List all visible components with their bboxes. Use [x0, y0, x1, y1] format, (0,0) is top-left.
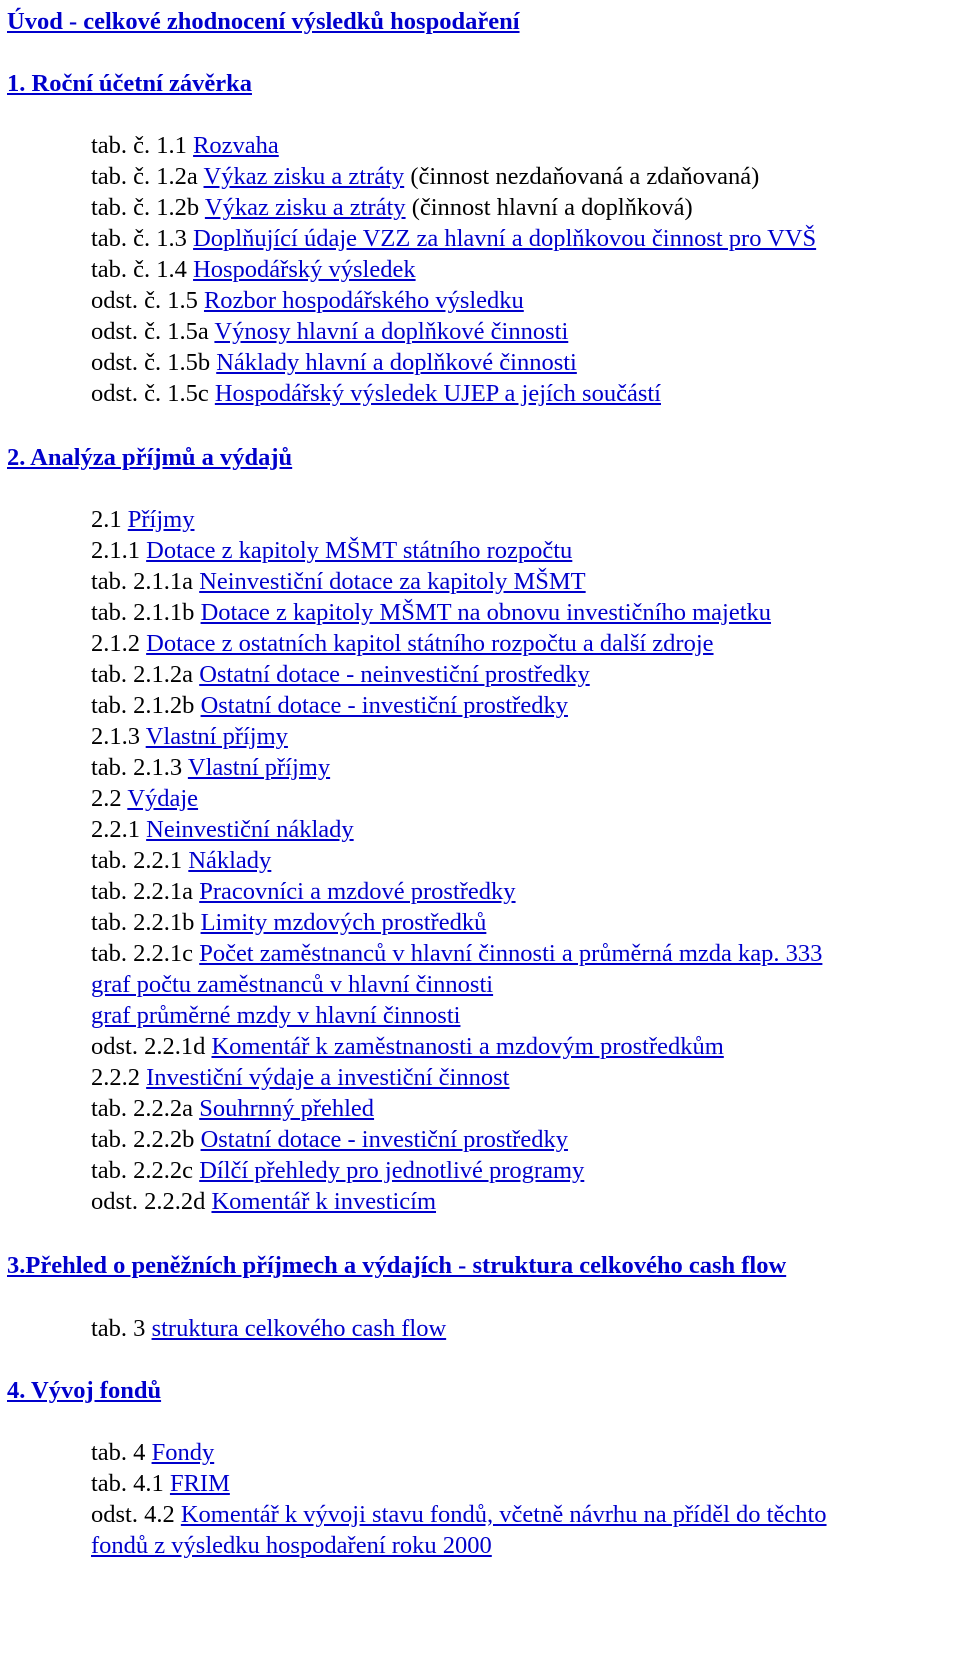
- section-1-link[interactable]: 1. Roční účetní závěrka: [7, 70, 252, 97]
- heading-section-1[interactable]: [7, 69, 252, 99]
- list-item: tab. 4 Fondy: [91, 1439, 215, 1466]
- item-link[interactable]: Komentář k investicím: [211, 1188, 437, 1215]
- list-item: odst. 2.2.2d Komentář k investicím: [91, 1188, 437, 1215]
- item-link[interactable]: Limity mzdových prostředků: [200, 909, 487, 936]
- section-4-link[interactable]: 4. Vývoj fondů: [7, 1377, 162, 1404]
- list-item: odst. 2.2.1d Komentář k zaměstnanosti a mzdovým prostředkům: [91, 1033, 724, 1060]
- list-item: tab. 2.1.1b Dotace z kapitoly MŠMT na obnovu investičního majetku: [91, 599, 772, 626]
- item-link[interactable]: Hospodářský výsledek: [193, 256, 416, 283]
- item-link[interactable]: Neinvestiční náklady: [146, 816, 354, 843]
- item-link[interactable]: Investiční výdaje a investiční činnost: [146, 1064, 510, 1091]
- list-item: odst. č. 1.5a Výnosy hlavní a doplňkové činnosti: [91, 318, 569, 345]
- list-item: tab. 2.2.2a Souhrnný přehled: [91, 1095, 375, 1122]
- list-item: tab. č. 1.4 Hospodářský výsledek: [91, 256, 416, 283]
- item-link[interactable]: Komentář k vývoji stavu fondů, včetně návrhu na příděl do těchto: [180, 1501, 827, 1528]
- list-item: odst. č. 1.5b Náklady hlavní a doplňkové činnosti: [91, 349, 577, 376]
- list-item: tab. 2.1.2b Ostatní dotace - investiční prostředky: [91, 692, 568, 719]
- intro-link[interactable]: Úvod - celkové zhodnocení výsledků hospodaření: [7, 8, 520, 35]
- item-link[interactable]: Počet zaměstnanců v hlavní činnosti a průměrná mzda kap. 333: [199, 940, 823, 967]
- item-link[interactable]: Dílčí přehledy pro jednotlivé programy: [199, 1157, 585, 1184]
- item-link[interactable]: Příjmy: [127, 506, 195, 533]
- item-link[interactable]: Náklady hlavní a doplňkové činnosti: [216, 349, 577, 376]
- item-link[interactable]: Ostatní dotace - neinvestiční prostředky: [199, 661, 590, 688]
- list-item: tab. 2.2.2c Dílčí přehledy pro jednotlivé programy: [91, 1157, 585, 1184]
- item-link[interactable]: Komentář k zaměstnanosti a mzdovým prostředkům: [211, 1033, 724, 1060]
- heading-section-2[interactable]: [7, 443, 292, 473]
- item-link[interactable]: Dotace z ostatních kapitol státního rozpočtu a další zdroje: [146, 630, 714, 657]
- list-item: 2.2 Výdaje: [91, 785, 199, 812]
- list-item: 2.1.1 Dotace z kapitoly MŠMT státního rozpočtu: [91, 537, 573, 564]
- item-link[interactable]: Neinvestiční dotace za kapitoly MŠMT: [199, 568, 586, 595]
- item-link[interactable]: Výkaz zisku a ztráty: [204, 194, 406, 221]
- heading-section-4[interactable]: [7, 1376, 161, 1406]
- item-link[interactable]: graf průměrné mzdy v hlavní činnosti: [91, 1002, 461, 1029]
- item-link[interactable]: Náklady: [188, 847, 272, 874]
- list-item: odst. č. 1.5 Rozbor hospodářského výsledku: [91, 287, 524, 314]
- list-item: odst. č. 1.5c Hospodářský výsledek UJEP a jejích součástí: [91, 380, 661, 407]
- item-link[interactable]: Souhrnný přehled: [199, 1095, 375, 1122]
- list-item: 2.1 Příjmy: [91, 506, 195, 533]
- list-item: 2.2.1 Neinvestiční náklady: [91, 816, 354, 843]
- list-item: tab. 2.2.1c Počet zaměstnanců v hlavní činnosti a průměrná mzda kap. 333: [91, 940, 823, 967]
- list-item: odst. 4.2 Komentář k vývoji stavu fondů, včetně návrhu na příděl do těchto: [91, 1501, 827, 1528]
- list-item: tab. 2.1.2a Ostatní dotace - neinvestiční prostředky: [91, 661, 590, 688]
- list-item: [91, 1531, 492, 1561]
- item-link[interactable]: Pracovníci a mzdové prostředky: [199, 878, 516, 905]
- item-link[interactable]: Dotace z kapitoly MŠMT státního rozpočtu: [146, 537, 573, 564]
- item-link[interactable]: FRIM: [169, 1470, 230, 1497]
- list-item: tab. 2.2.2b Ostatní dotace - investiční prostředky: [91, 1126, 568, 1153]
- item-link[interactable]: Výdaje: [127, 785, 199, 812]
- item-link[interactable]: Rozvaha: [193, 132, 279, 159]
- item-link[interactable]: Fondy: [151, 1439, 215, 1466]
- list-item: tab. 4.1 FRIM: [91, 1470, 230, 1497]
- heading-section-3[interactable]: [7, 1251, 786, 1281]
- item-link[interactable]: Doplňující údaje VZZ za hlavní a doplňkovou činnost pro VVŠ: [193, 225, 817, 252]
- list-item: tab. 2.1.1a Neinvestiční dotace za kapitoly MŠMT: [91, 568, 586, 595]
- item-link[interactable]: Hospodářský výsledek UJEP a jejích součástí: [214, 380, 661, 407]
- list-item: tab. 3 struktura celkového cash flow: [91, 1315, 447, 1342]
- item-link[interactable]: Výkaz zisku a ztráty: [203, 163, 405, 190]
- list-item: [91, 970, 493, 1000]
- item-link[interactable]: fondů z výsledku hospodaření roku 2000: [91, 1532, 492, 1559]
- list-item: 2.1.3 Vlastní příjmy: [91, 723, 288, 750]
- item-link[interactable]: Dotace z kapitoly MŠMT na obnovu investičního majetku: [200, 599, 772, 626]
- list-item: tab. 2.2.1 Náklady: [91, 847, 272, 874]
- list-item: tab. 2.1.3 Vlastní příjmy: [91, 754, 331, 781]
- list-item: [91, 1001, 460, 1031]
- item-link[interactable]: Vlastní příjmy: [145, 723, 288, 750]
- list-item: tab. 2.2.1a Pracovníci a mzdové prostředky: [91, 878, 516, 905]
- item-link[interactable]: Ostatní dotace - investiční prostředky: [200, 1126, 568, 1153]
- list-item: 2.1.2 Dotace z ostatních kapitol státního rozpočtu a další zdroje: [91, 630, 714, 657]
- list-item: tab. 2.2.1b Limity mzdových prostředků: [91, 909, 487, 936]
- list-item: tab. č. 1.1 Rozvaha: [91, 132, 279, 159]
- item-link[interactable]: graf počtu zaměstnanců v hlavní činnosti: [91, 971, 494, 998]
- item-link[interactable]: struktura celkového cash flow: [151, 1315, 447, 1342]
- section-2-link[interactable]: 2. Analýza příjmů a výdajů: [7, 444, 293, 471]
- list-item: tab. č. 1.2b Výkaz zisku a ztráty (činnost hlavní a doplňková): [91, 194, 693, 221]
- item-link[interactable]: Rozbor hospodářského výsledku: [203, 287, 524, 314]
- item-link[interactable]: Vlastní příjmy: [187, 754, 331, 781]
- heading-intro[interactable]: [7, 7, 520, 37]
- list-item: tab. č. 1.3 Doplňující údaje VZZ za hlavní a doplňkovou činnost pro VVŠ: [91, 225, 817, 252]
- section-3-link[interactable]: 3.Přehled o peněžních příjmech a výdajích - struktura celkového cash flow: [7, 1252, 787, 1279]
- list-item: 2.2.2 Investiční výdaje a investiční činnost: [91, 1064, 510, 1091]
- item-link[interactable]: Výnosy hlavní a doplňkové činnosti: [214, 318, 569, 345]
- item-link[interactable]: Ostatní dotace - investiční prostředky: [200, 692, 568, 719]
- list-item: tab. č. 1.2a Výkaz zisku a ztráty (činnost nezdaňovaná a zdaňovaná): [91, 163, 760, 190]
